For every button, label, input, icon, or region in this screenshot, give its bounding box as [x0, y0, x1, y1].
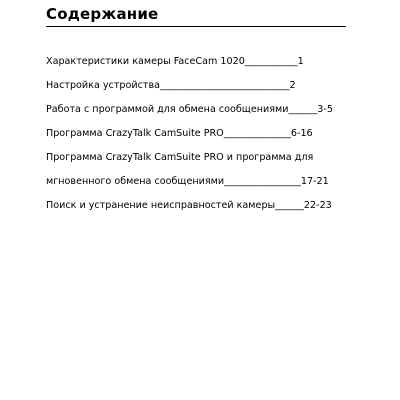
toc-entry-crazytalk: [46, 128, 366, 140]
toc-header: [46, 5, 346, 27]
toc-list: [46, 56, 366, 212]
toc-entry-page: 6-16: [290, 128, 313, 139]
toc-entry-leader: ________________: [224, 176, 301, 187]
toc-entry-leader: ______: [288, 104, 318, 115]
toc-entry-leader: ___________________________: [160, 80, 290, 91]
toc-entry-text: Программа CrazyTalk CamSuite PRO и программа для: [46, 152, 314, 163]
toc-entry-leader: ______: [275, 200, 304, 211]
toc-entry-crazytalk-messenger-line1: [46, 152, 366, 164]
page-title: Содержание: [46, 5, 159, 23]
toc-entry-crazytalk-messenger-line2: [46, 176, 366, 188]
toc-entry-page: 17-21: [300, 176, 329, 187]
toc-entry-troubleshooting: [46, 200, 366, 212]
toc-entry-page: 3-5: [317, 104, 333, 115]
toc-entry-text: Настройка устройства: [46, 80, 161, 91]
toc-entry-text: мгновенного обмена сообщениями: [46, 176, 225, 187]
toc-entry-leader: ___________: [244, 56, 298, 67]
toc-entry-page: 2: [289, 80, 296, 91]
toc-entry-text: Работа с программой для обмена сообщениями: [46, 104, 289, 115]
toc-entry-leader: ______________: [223, 128, 291, 139]
toc-entry-text: Программа CrazyTalk CamSuite PRO: [46, 128, 224, 139]
toc-entry-device-setup: [46, 80, 366, 92]
toc-entry-camera-specs: [46, 56, 366, 68]
toc-entry-page: 22-23: [303, 200, 332, 211]
toc-entry-page: 1: [297, 56, 304, 67]
toc-entry-messenger: [46, 104, 366, 116]
toc-entry-text: Поиск и устранение неисправностей камеры: [46, 200, 276, 211]
toc-entry-text: Характеристики камеры FaceCam 1020: [46, 56, 245, 67]
